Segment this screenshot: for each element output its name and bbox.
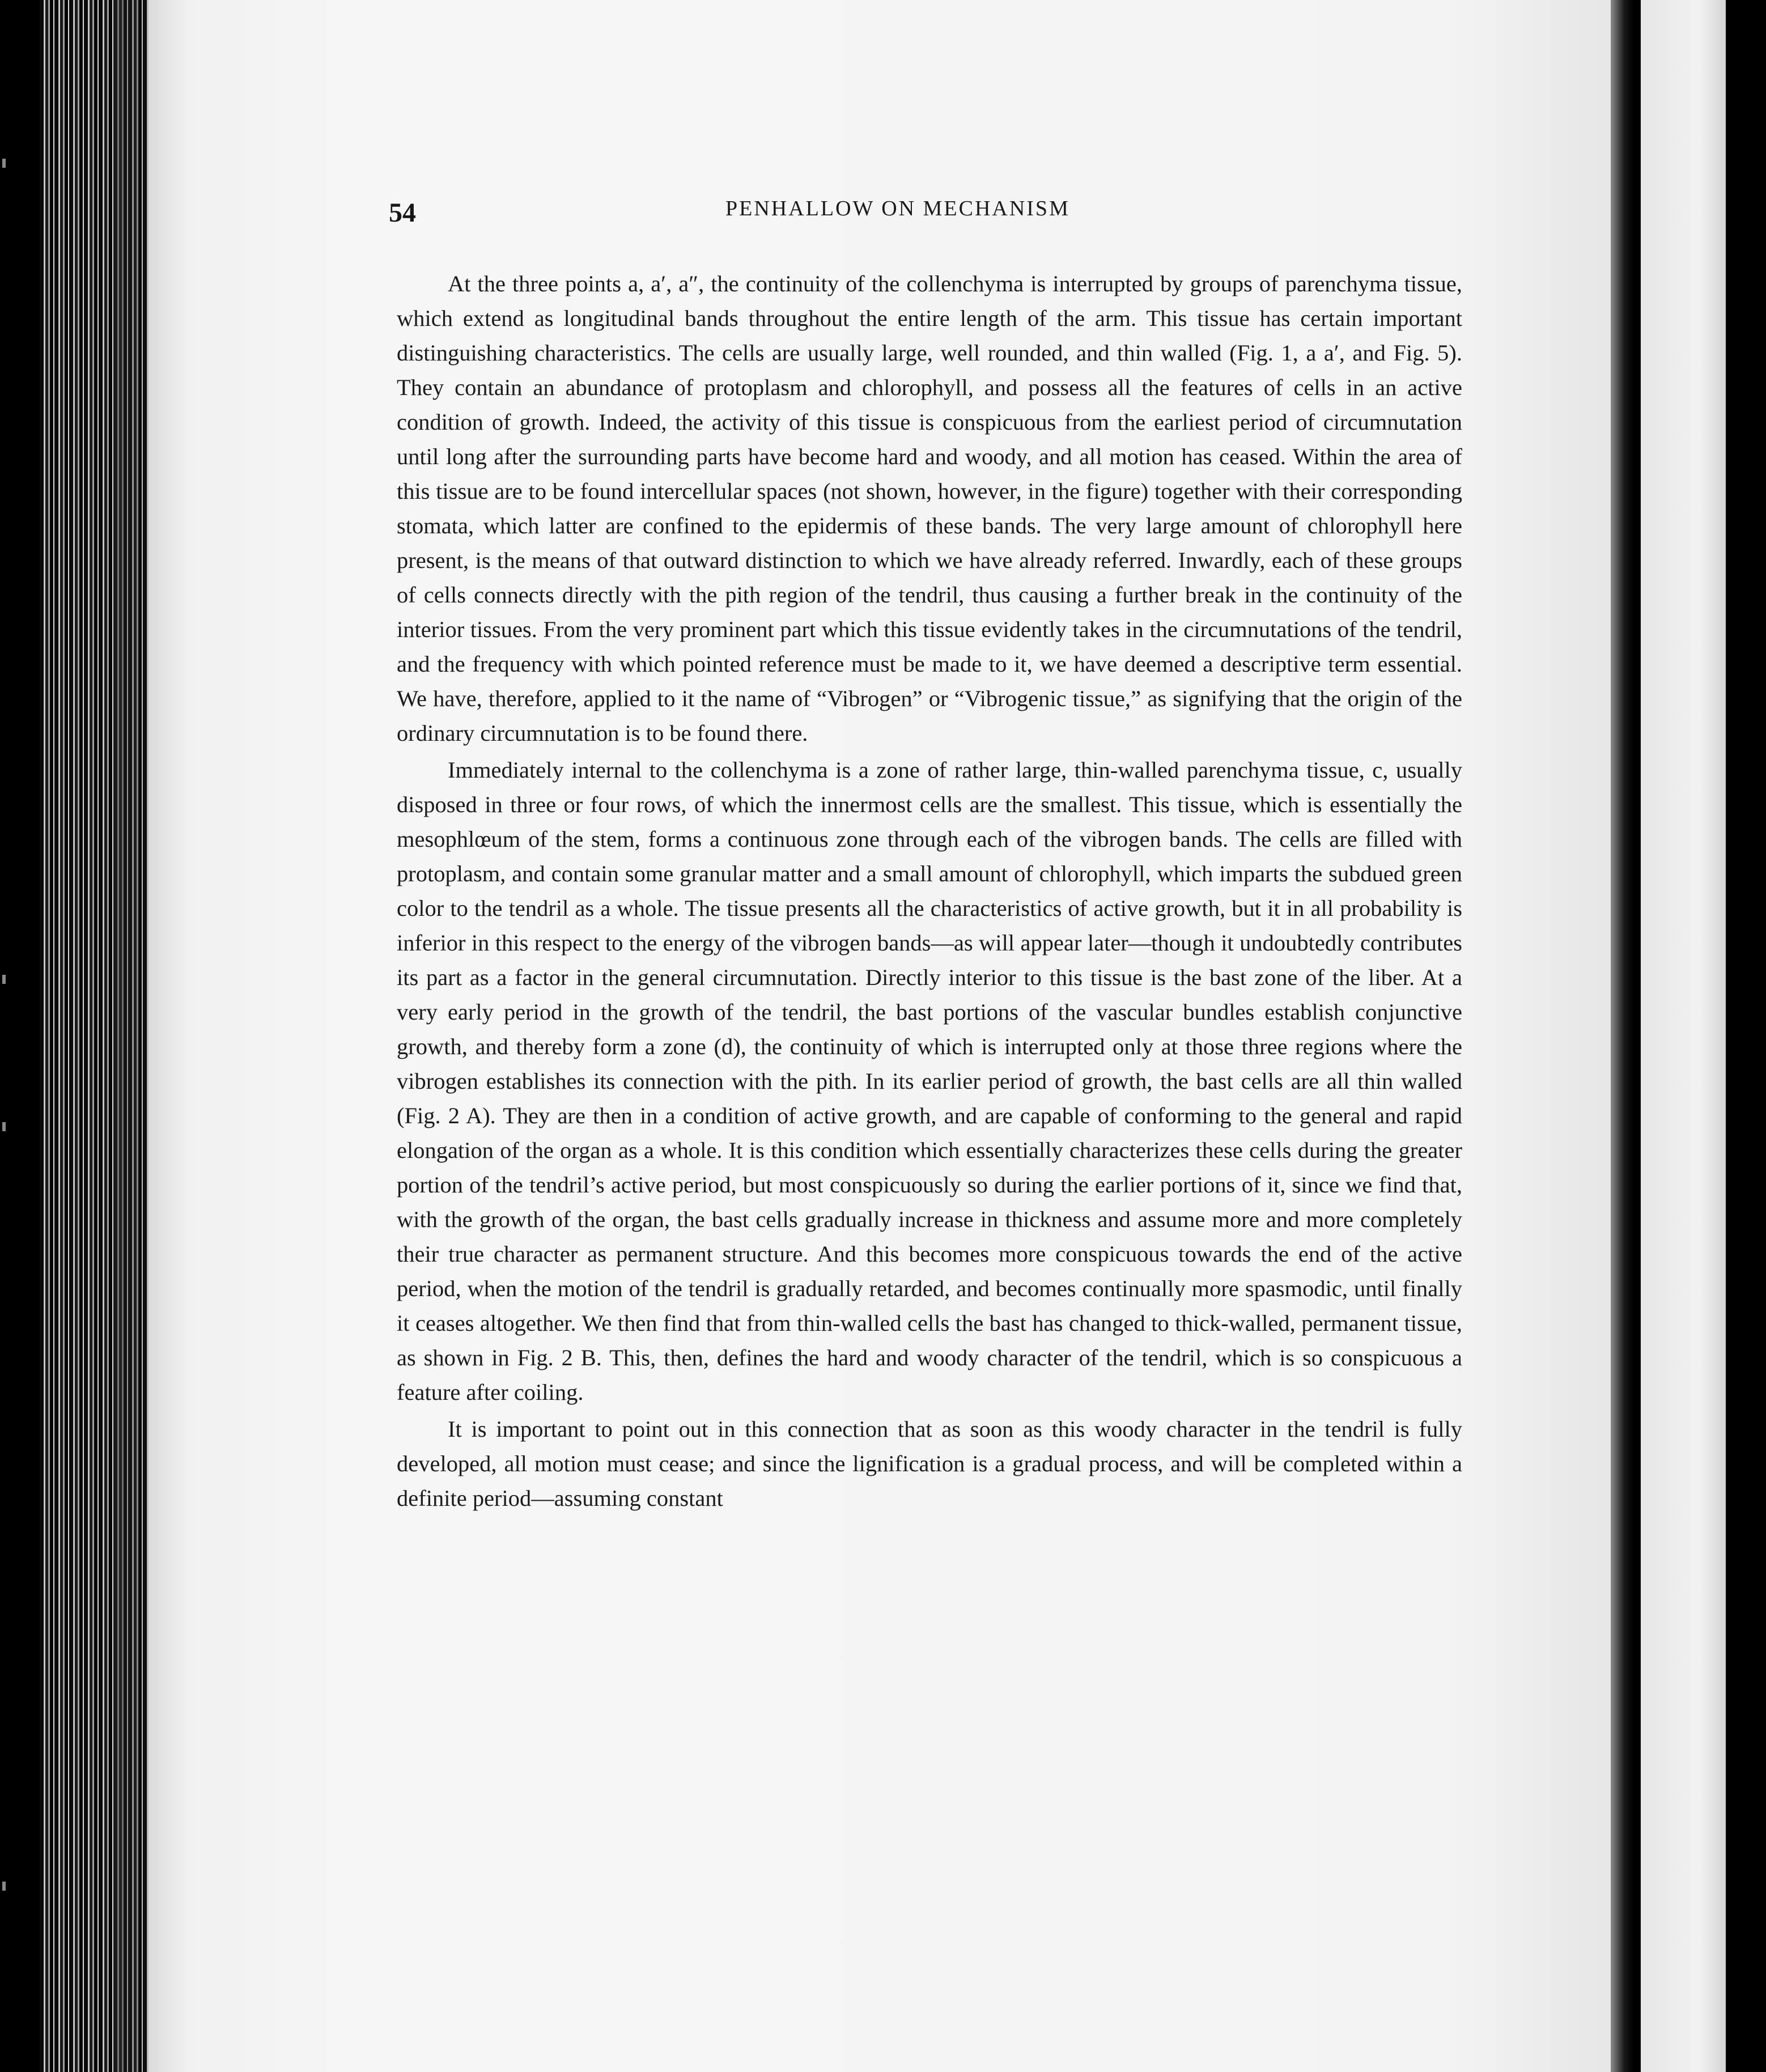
paragraph: Immediately internal to the collenchyma is a zone of rather large, thin-walled parenchyma tissue, c, usually disposed in three or four rows, of which the innermost cells are the smallest. This tissue, which is essentially the mesophlœum of the stem, forms a continuous zone through each of the vibrogen bands. The cells are filled with protoplasm, and contain some granular matter and a small amount of chlorophyll, which imparts the subdued green color to the tendril as a whole. The tissue presents all the characteristics of active growth, but it in all probability is inferior in this respect to the energy of the vibrogen bands—as will appear later—though it undoubtedly contributes its part as a factor in the general circumnutation. Directly interior to this tissue is the bast zone of the liber. At a very early period in the growth of the tendril, the bast portions of the vascular bundles establish conjunctive growth, and thereby form a zone (d), the continuity of which is interrupted only at those three regions where the vibrogen establishes its connection with the pith. In its earlier period of growth, the bast cells are all thin walled (Fig. 2 A). They are then in a condition of active growth, and are capable of conforming to the general and rapid elongation of the organ as a whole. It is this condition which essentially characterizes these cells during the greater portion of the tendril’s active period, but most conspicuously so during the earlier portions of it, since we find that, with the growth of the organ, the bast cells gradually increase in thickness and assume more and more completely their true character as permanent structure. And this becomes more conspicuous towards the end of the active period, when the motion of the tendril is gradually retarded, and becomes continually more spasmodic, until finally it ceases altogether. We then find that from thin-walled cells the bast has changed to thick-walled, permanent tissue, as shown in Fig. 2 B. This, then, defines the hard and woody character of the tendril, which is so conspicuous a feature after coiling. [397, 757, 1462, 1405]
speck [2, 1882, 6, 1891]
page-number: 54 [389, 198, 416, 228]
page-edge-shadow [113, 0, 153, 2072]
body-text [397, 266, 1462, 1515]
paragraph: It is important to point out in this connection that as soon as this woody character in the tendril is fully developed, all motion must cease; and since the lignification is a gradual process, and will be completed within a definite period—assuming constant [397, 1416, 1462, 1511]
facing-page-edge [1641, 0, 1726, 2072]
paragraph: At the three points a, a′, a″, the continuity of the collenchyma is interrupted by groups of parenchyma tissue, which extend as longitudinal bands throughout the entire length of the arm. This tissue has certain important distinguishing characteristics. The cells are usually large, well rounded, and thin walled (Fig. 1, a a′, and Fig. 5). They contain an abundance of protoplasm and chlorophyll, and possess all the features of cells in an active condition of growth. Indeed, the activity of this tissue is conspicuous from the earliest period of circumnutation until long after the surrounding parts have become hard and woody, and all motion has ceased. Within the area of this tissue are to be found intercellular spaces (not shown, however, in the figure) together with their corresponding stomata, which latter are confined to the epidermis of these bands. The very large amount of chlorophyll here present, is the means of that outward distinction to which we have already referred. Inwardly, each of these groups of cells connects directly with the pith region of the tendril, thus causing a further break in the continuity of the interior tissues. From the very prominent part which this tissue evidently takes in the circumnutations of the tendril, and the frequency with which pointed reference must be made to it, we have deemed a descriptive term essential. We have, therefore, applied to it the name of “Vibrogen” or “Vibrogenic tissue,” as signifying that the origin of the ordinary circumnutation is to be found there. [397, 271, 1462, 746]
speck [2, 975, 6, 984]
speck [2, 159, 6, 168]
running-head: PENHALLOW ON MECHANISM [725, 197, 1070, 220]
scanner-edge-specks [0, 0, 40, 2072]
speck [2, 1122, 6, 1131]
book-gutter [1611, 0, 1633, 2072]
